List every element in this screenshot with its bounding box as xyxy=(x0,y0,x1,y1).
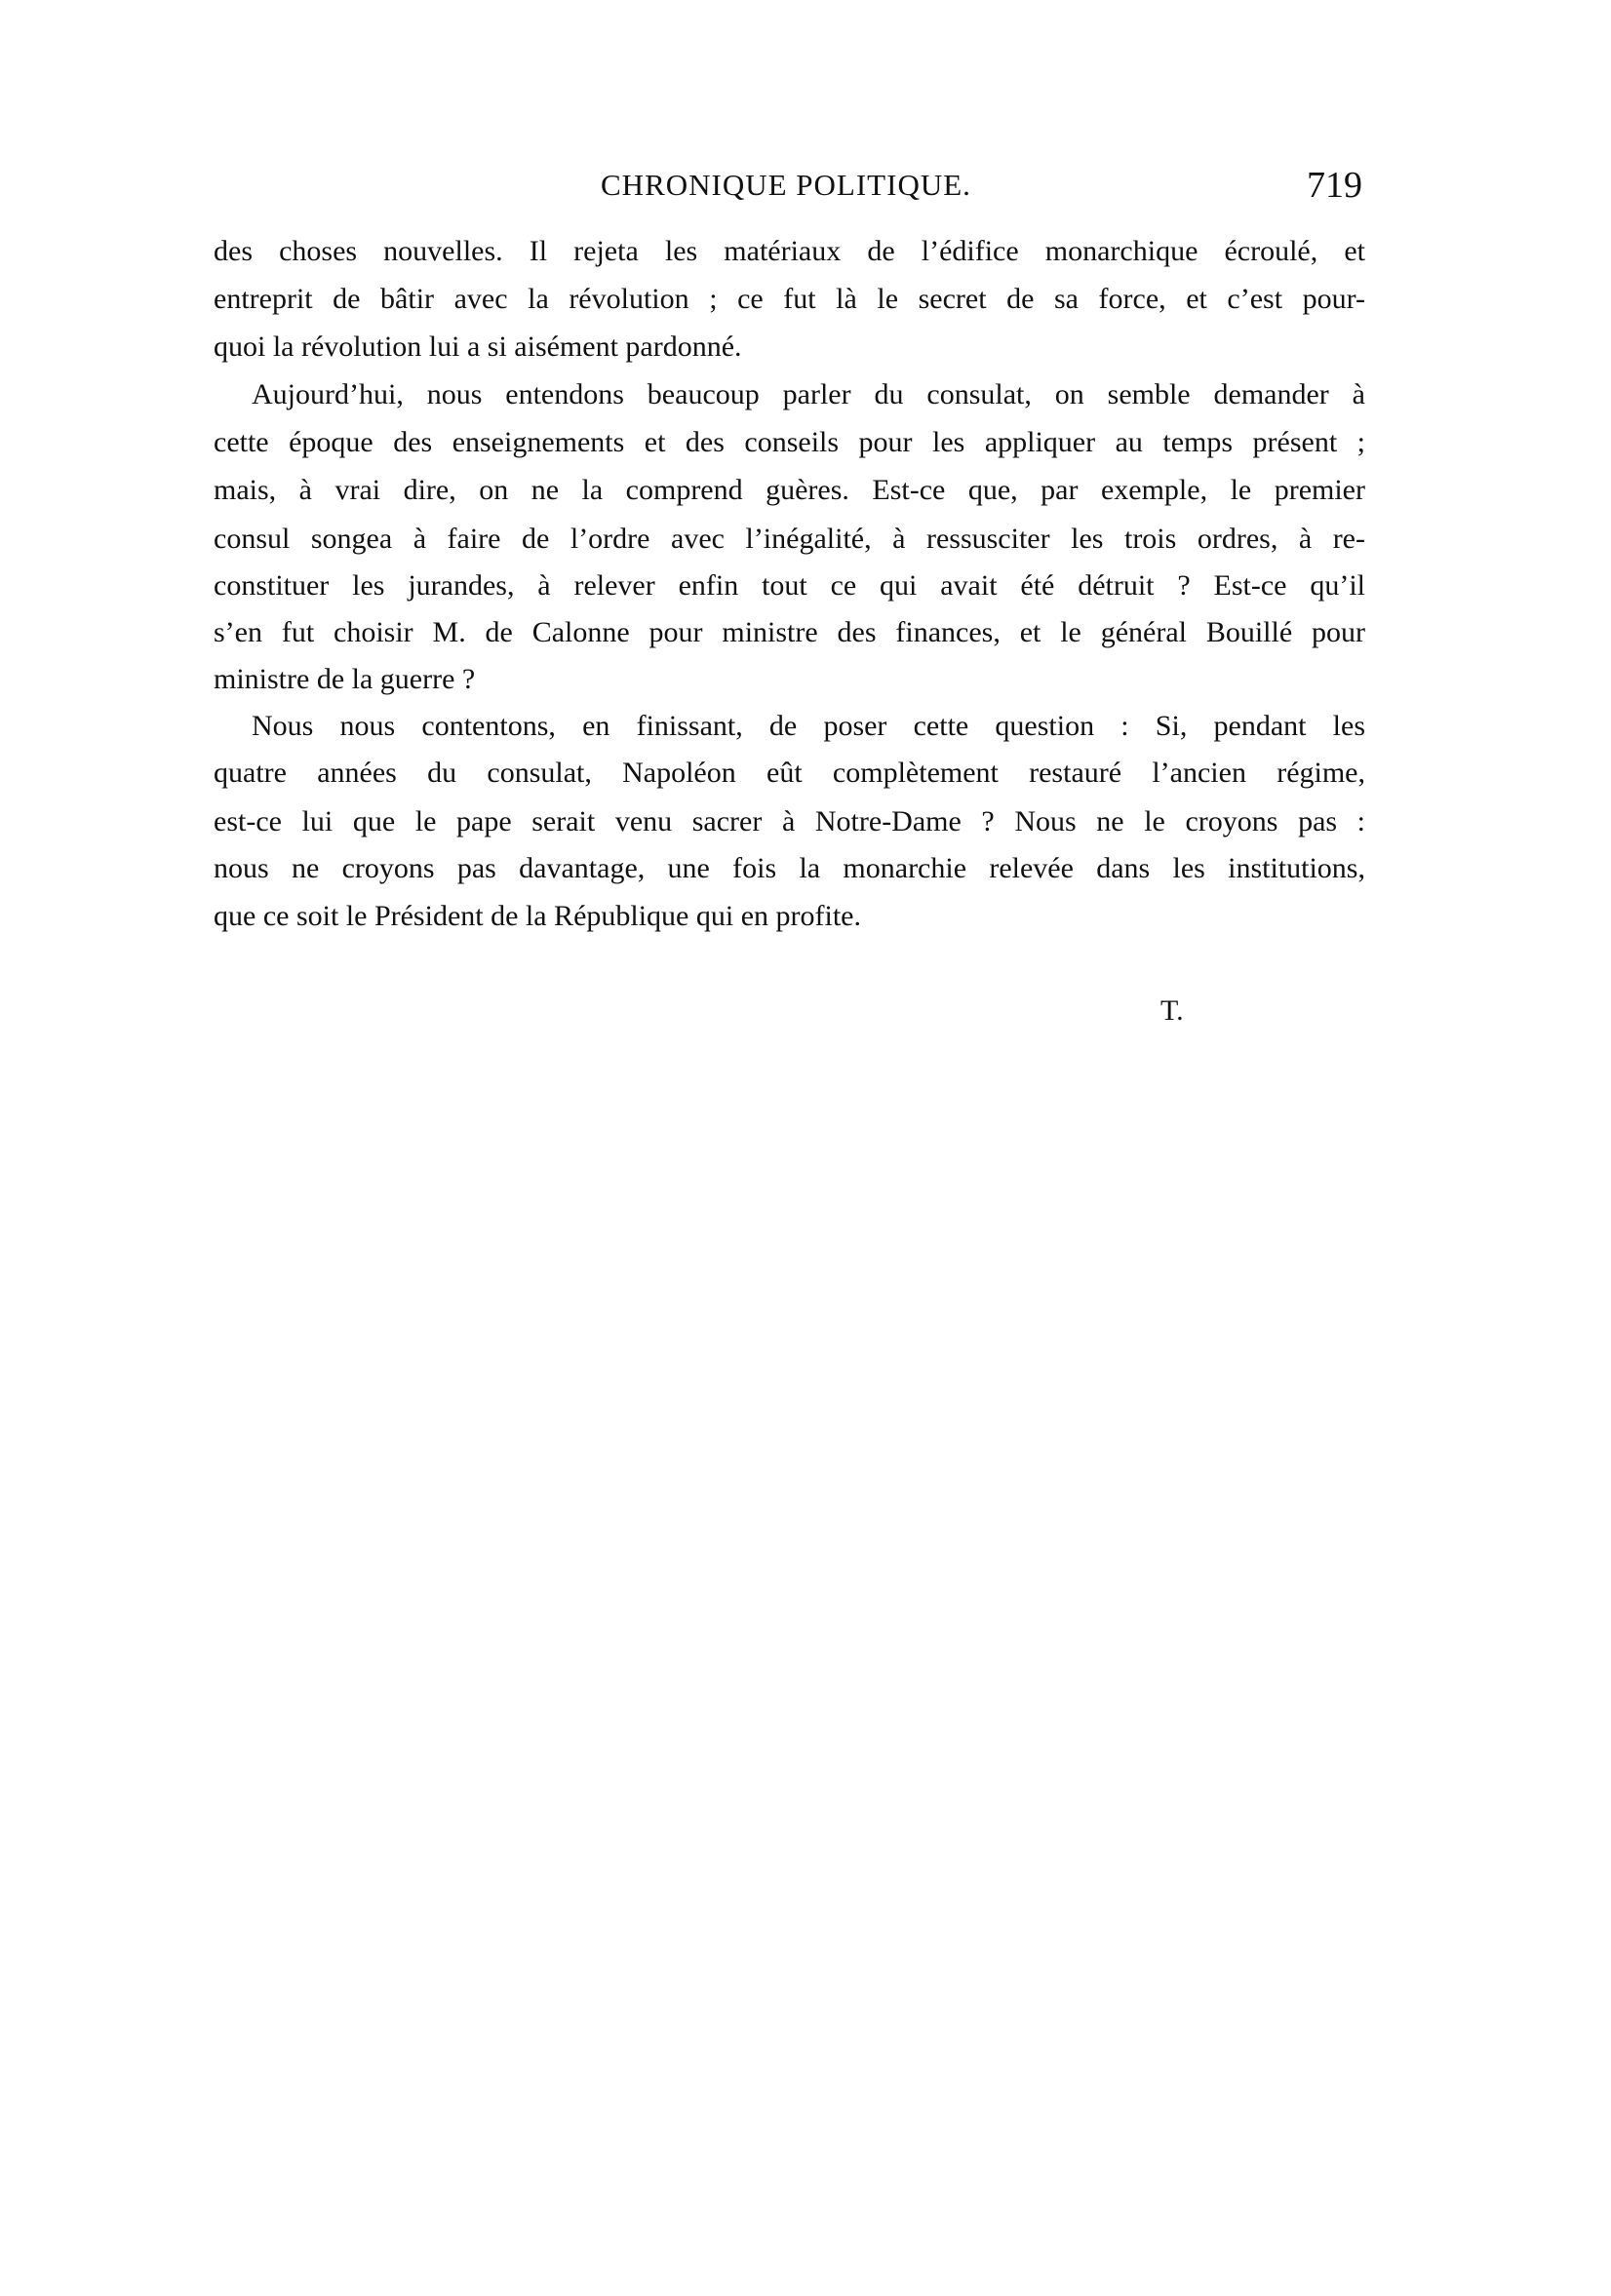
text-line: constituer les jurandes, à relever enfin tout ce qui avait été détruit ? Est-ce qu’il xyxy=(214,569,1365,602)
text-line: s’en fut choisir M. de Calonne pour ministre des finances, et le général Bouillé pour xyxy=(214,616,1365,648)
text-line: nous ne croyons pas davantage, une fois la monarchie relevée dans les institutions, xyxy=(214,852,1365,884)
text-line: Nous nous contentons, en finissant, de poser cette question : Si, pendant les xyxy=(252,710,1365,742)
text-line: quatre années du consulat, Napoléon eût complètement restauré l’ancien régime, xyxy=(214,757,1365,789)
page-number: 719 xyxy=(1307,165,1362,206)
text-line: entreprit de bâtir avec la révolution ; ce fut là le secret de sa force, et c’est pour- xyxy=(214,283,1365,315)
author-signature: T. xyxy=(1160,994,1184,1027)
text-line: est-ce lui que le pape serait venu sacrer à Notre-Dame ? Nous ne le croyons pas : xyxy=(214,805,1365,837)
text-line: quoi la révolution lui a si aisément pardonné. xyxy=(214,331,742,363)
text-line: cette époque des enseignements et des conseils pour les appliquer au temps présent ; xyxy=(214,426,1365,458)
text-line: consul songea à faire de l’ordre avec l’inégalité, à ressusciter les trois ordres, à re- xyxy=(214,523,1365,555)
text-line: mais, à vrai dire, on ne la comprend guères. Est-ce que, par exemple, le premier xyxy=(214,474,1365,506)
running-title: CHRONIQUE POLITIQUE. xyxy=(601,168,971,202)
text-line: que ce soit le Président de la République qui en profite. xyxy=(214,900,861,932)
text-line: ministre de la guerre ? xyxy=(214,663,476,695)
text-line: des choses nouvelles. Il rejeta les matériaux de l’édifice monarchique écroulé, et xyxy=(214,235,1365,267)
text-line: Aujourd’hui, nous entendons beaucoup parler du consulat, on semble demander à xyxy=(252,378,1365,410)
